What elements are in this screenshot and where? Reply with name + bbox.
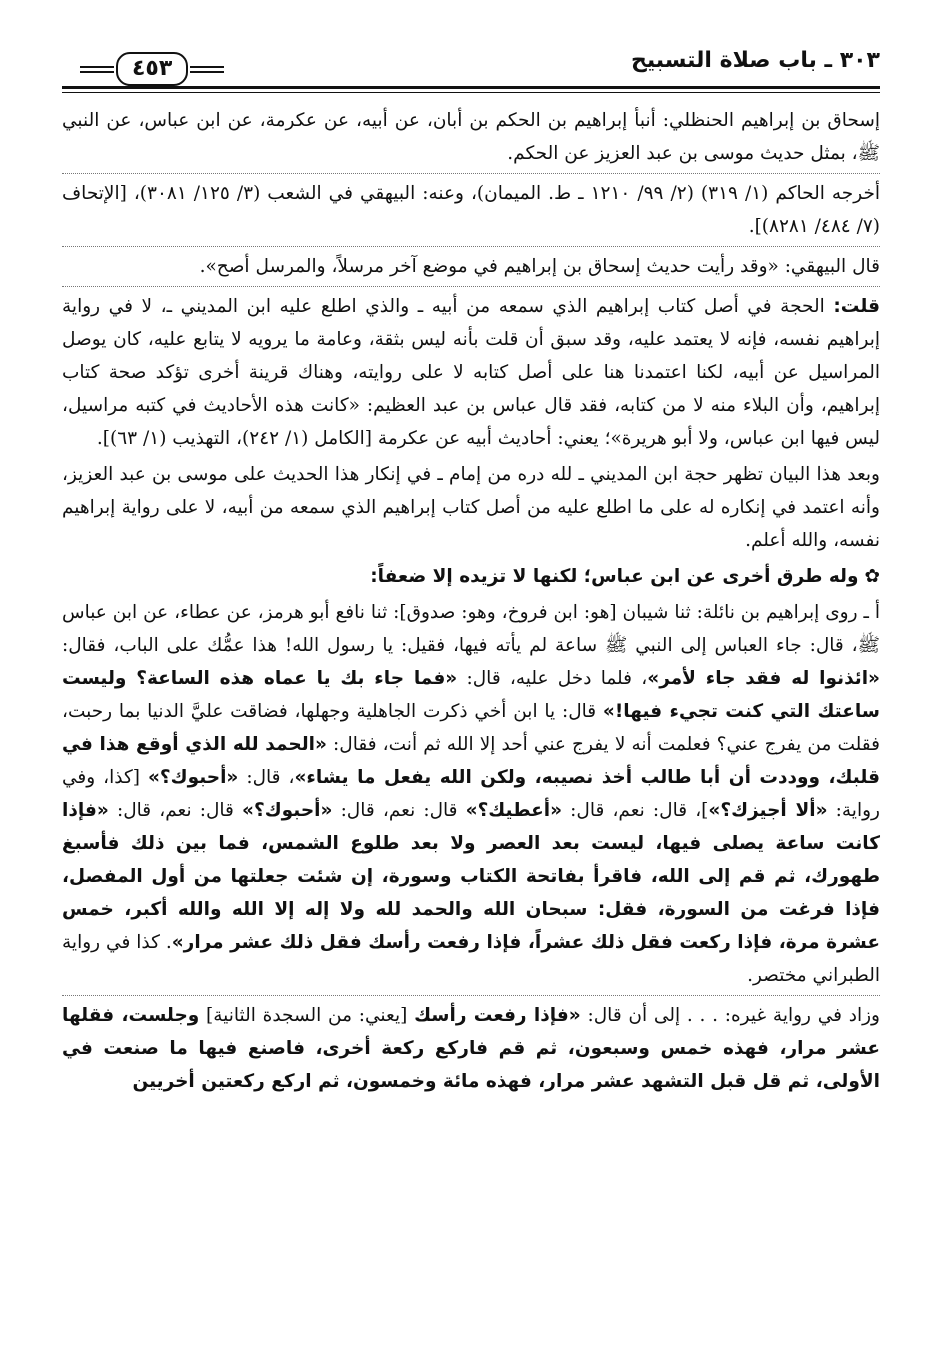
prophet-quote: «الحمد لله الذي أوقع هذا في قلبك، ووددت أن أبا طالب أخذ نصيبه، ولكن الله يفعل ما يشاء» [62,734,880,788]
prophet-quote: «فإذا رفعت رأسك [414,1005,581,1026]
prophet-quote: «أحبوك؟» [242,800,333,821]
narration-text: قال: نعم، قال: [332,800,466,821]
page-number: ٤٥٣ [116,52,188,86]
page-body [62,104,880,1098]
flower-ornament-icon: ✿ [864,566,880,587]
paragraph-additional-narration [62,995,880,1098]
section-heading [62,560,880,593]
header-rule [62,86,880,93]
qultu-label: قلت: [833,296,880,317]
author-comment-text: الحجة في أصل كتاب إبراهيم الذي سمعه من أبيه ـ والذي اطلع عليه ابن المديني ـ، لا في رواية إبراهيم نفسه، فإنه لا يعتمد عليه، وقد سبق أن قلت بأنه ليس بثقة، وعامة ما يرويه لا يتابع عليه، كان يوصل المراسيل عن أبيه، لكنا اعتمدنا هنا على أصل كتابه لا على روايته، وهناك قرينة أخرى تؤكد صحة كتاب إبراهيم، وأن البلاء منه لا من كتابه، فقد قال عباس بن عبد العظيم: «كانت هذه الأحاديث في كتبه مراسيل، ليس فيها ابن عباس، ولا أبو هريرة»؛ يعني: أحاديث أبيه عن عكرمة [الكامل (١/ ٢٤٢)، التهذيب (١/ ٦٣)]. [62,296,881,449]
narration-text: ، قال: [238,767,295,788]
narration-text: أ ـ روى إبراهيم بن نائلة: ثنا شيبان [هو: ابن فروخ، وهو: صدوق]: ثنا نافع أبو هرمز، عن عطاء، عن ابن عباس ﷺ، قال: جاء العباس إلى النبي ﷺ ساعة لم يأته فيها، فقيل: يا رسول الله! هذا عمُّك على الباب، فقال: [62,602,880,656]
paragraph-takhrij: أخرجه الحاكم (١/ ٣١٩) (٢/ ٩٩/ ١٢١٠ ـ ط. الميمان)، وعنه: البيهقي في الشعب (٣/ ١٢٥/ ٣٠٨١)، [الإتحاف (٧/ ٤٨٤/ ٨٢٨١)]. [62,173,880,243]
prophet-quote: «أعطيك؟» [465,800,563,821]
narration-text: وزاد في رواية غيره: . . . إلى أن قال: [580,1005,880,1026]
page-header [62,36,880,92]
paragraph-bayhaqi-quote: قال البيهقي: «وقد رأيت حديث إسحاق بن إبراهيم في موضع آخر مرسلاً، والمرسل أصح». [62,246,880,283]
section-heading-text: وله طرق أخرى عن ابن عباس؛ لكنها لا تزيده إلا ضعفاً: [370,566,859,587]
prophet-quote: «ائذنوا له فقد جاء لأمر» [647,668,880,689]
narration-text: قال: نعم، قال: [108,800,243,821]
narration-text: [كذا، وفي رواية: [62,767,880,821]
narration-text: ، فلما دخل عليه، قال: [457,668,648,689]
narration-text: قال: يا ابن أخي ذكرت الجاهلية وجهلها، فضاقت عليَّ الدنيا بما رحبت، فقلت من يفرج عني؟ فعلمت أنه لا يفرج عني أحد إلا الله ثم أنت، فقال: [62,701,880,755]
paragraph-author-comment [62,286,880,455]
paragraph-conclusion: وبعد هذا البيان تظهر حجة ابن المديني ـ لله دره من إمام ـ في إنكار هذا الحديث على موسى بن عبد العزيز، وأنه اعتمد في إنكاره له على ما اطلع عليه من أصل كتاب إبراهيم الذي سمعه من أبيه، لا على رواية إبراهيم نفسه، والله أعلم. [62,464,880,551]
ornament-line-left [80,66,114,73]
narration-text: . كذا في رواية الطبراني مختصر. [62,932,880,986]
prophet-quote: «ألا أجيزك؟» [708,800,828,821]
prophet-quote: وجلست، فقلها عشر مرار، فهذه خمس وسبعون، ثم قم فاركع ركعة أخرى، فاصنع فيها ما صنعت في الأولى، ثم قل قبل التشهد عشر مرار، فهذه مائة وخمسون، ثم اركع ركعتين أخريين [62,1005,880,1092]
prophet-quote: «أحبوك؟» [147,767,239,788]
paragraph-hadith-narration [62,596,880,992]
page-number-ornament [80,52,224,86]
prophet-quote: «فما جاء بك يا عماه هذه الساعة؟ وليست ساعتك التي كنت تجيء فيها!» [62,668,881,722]
running-title: ٣٠٣ ـ باب صلاة التسبيح [630,48,880,73]
paragraph-isnad: إسحاق بن إبراهيم الحنظلي: أنبأ إبراهيم بن الحكم بن أبان، عن أبيه، عن عكرمة، عن ابن عباس، عن النبي ﷺ، بمثل حديث موسى بن عبد العزيز عن الحكم. [62,110,880,164]
prophet-quote: «فإذا كانت ساعة يصلى فيها، ليست بعد العصر ولا بعد طلوع الشمس، فما بين ذلك فأسبغ طهورك، ثم قم إلى الله، فاقرأ بفاتحة الكتاب وسورة، إن شئت جعلتها من أول المفصل، فإذا فرغت من السورة، فقل: سبحان الله والحمد لله ولا إله إلا الله والله أكبر، خمس عشرة مرة، فإذا ركعت فقل ذلك عشراً، فإذا رفعت رأسك فقل ذلك عشر مرار» [62,800,881,953]
ornament-line-right [190,66,224,73]
narration-text: [يعني: من السجدة الثانية] [199,1005,415,1026]
narration-text: ]، قال: نعم، قال: [562,800,709,821]
